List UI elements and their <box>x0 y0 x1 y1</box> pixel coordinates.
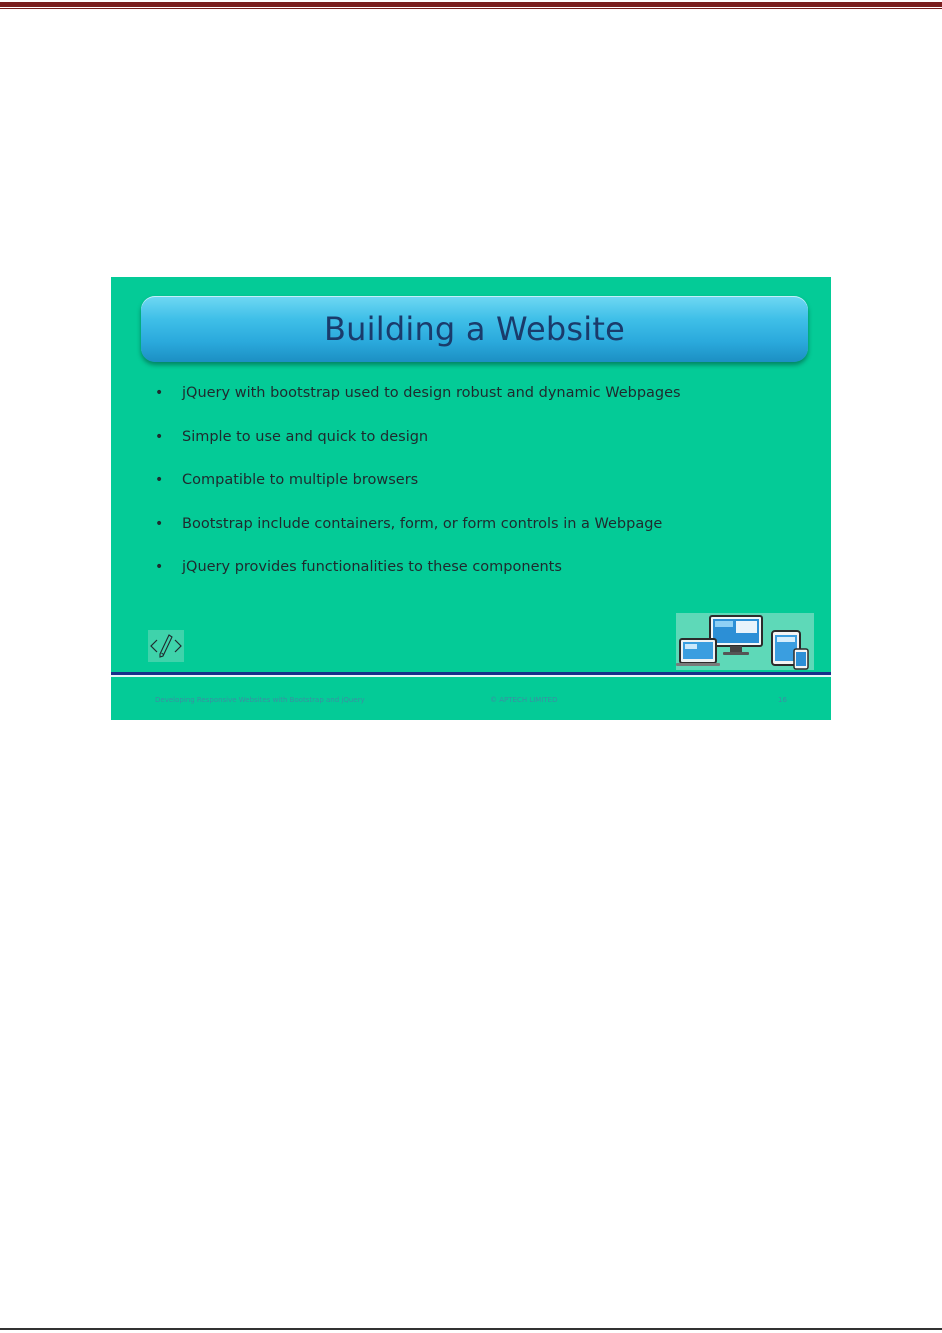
slide-image <box>111 277 831 720</box>
responsive-devices-image <box>676 613 814 670</box>
bullet-text: jQuery with bootstrap used to design robust and dynamic Webpages <box>182 385 681 401</box>
footer-divider <box>111 672 831 684</box>
page-header-rule <box>0 0 942 10</box>
footer-course-title: Developing Responsive Websites with Bootstrap and jQuery <box>155 696 365 704</box>
bullet-item <box>155 559 681 603</box>
footer-line-highlight <box>111 675 831 677</box>
bullet-symbol: • <box>155 515 164 532</box>
bullet-text: Compatible to multiple browsers <box>182 472 419 488</box>
bullet-text: Simple to use and quick to design <box>182 428 429 445</box>
bullet-item <box>155 472 681 516</box>
bullet-list <box>155 385 681 603</box>
bullet-text: jQuery provides functionalities to these components <box>182 559 562 575</box>
bullet-symbol: • <box>155 472 164 488</box>
bullet-item <box>155 516 681 560</box>
slide-title-bar <box>141 296 808 362</box>
bullet-symbol: • <box>155 559 164 575</box>
footer-page-number: 16 <box>778 696 787 704</box>
bullet-text: Bootstrap include containers, form, or form controls in a Webpage <box>182 515 663 532</box>
bullet-symbol: • <box>155 385 164 401</box>
footer-copyright: © APTECH LIMITED <box>490 696 558 704</box>
bullet-item <box>155 429 681 473</box>
bullet-item <box>155 385 681 429</box>
page-footer-rule <box>0 1328 942 1330</box>
code-pen-icon <box>148 630 184 662</box>
slide-title: Building a Website <box>324 310 625 348</box>
bullet-symbol: • <box>155 428 164 445</box>
